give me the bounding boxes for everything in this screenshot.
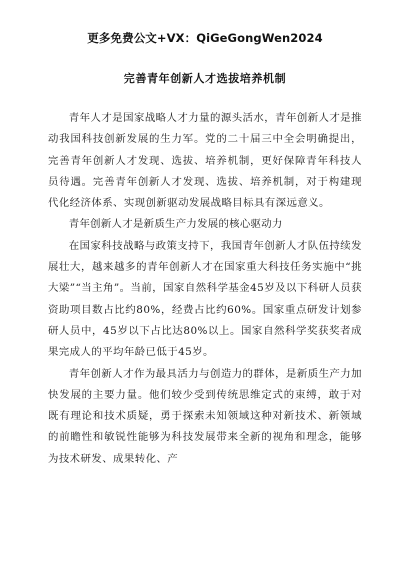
- body-paragraph: 青年创新人才作为最具活力与创造力的群体，是新质生产力加快发展的主要力量。他们较少受到传统思维定式的束缚，敢于对既有理论和技术质疑，勇于探索未知领域这种对新技术、新领域的前瞻性和敏锐性能够为科技发展带来全新的视角和理念，能够为技术研发、成果转化、产: [48, 367, 362, 465]
- document-title: 完善青年创新人才选拔培养机制: [123, 72, 287, 85]
- watermark-text: 更多免费公文+VX：QiGeGongWen2024: [87, 31, 323, 45]
- document-body: [48, 108, 362, 470]
- body-paragraph: 在国家科技战略与政策支持下，我国青年创新人才队伍持续发展壮大，越来越多的青年创新人才在国家重大科技任务实施中“挑大梁”“当主角”。当前，国家自然科学基金45岁及以下科研人员获资助项目数占比约80%，经费占比约60%。国家重点研发计划参研人员中，45岁以下占比达80%以上。国家自然科学奖获奖者成果完成人的平均年龄已低于45岁。: [48, 239, 362, 359]
- section-heading: 青年创新人才是新质生产力发展的核心驱动力: [68, 218, 283, 231]
- body-paragraph: 青年人才是国家战略人才力量的源头活水，青年创新人才是推动我国科技创新发展的生力军。党的二十届三中全会明确提出，完善青年创新人才发现、选拔、培养机制，更好保障青年科技人员待遇。完善青年创新人才发现、选拔、培养机制，对于构建现代化经济体系、实现创新驱动发展战略目标具有深远意义。: [48, 112, 362, 210]
